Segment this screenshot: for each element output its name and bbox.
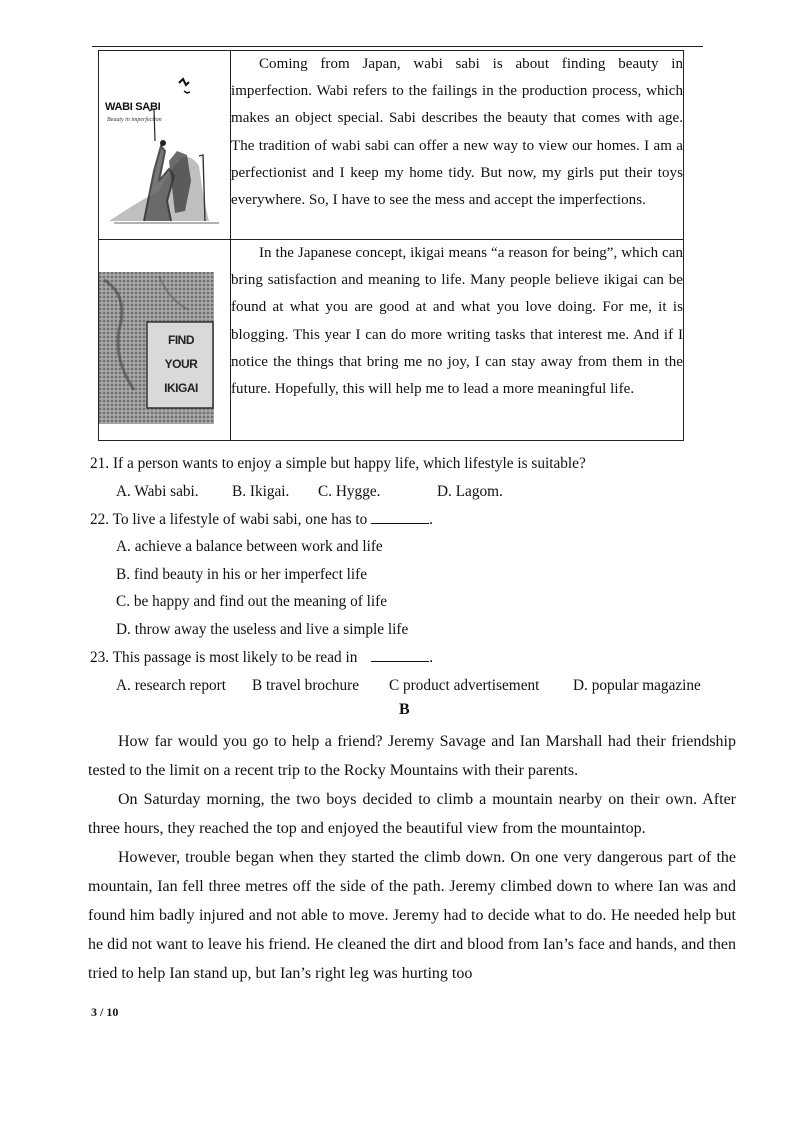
question-21-option-c: C. Hygge.	[318, 483, 381, 500]
ikigai-sign-line-2: YOUR	[164, 357, 198, 371]
wabi-sabi-text-cell	[231, 51, 684, 240]
section-b-heading: B	[399, 701, 410, 718]
passage-row-ikigai	[99, 240, 684, 441]
ikigai-paragraph: In the Japanese concept, ikigai means “a reason for being”, which can bring satisfaction and meaning to life. Many people believe ikigai can be found at what you are good at and what you love doing. For me, it is blogging. This year I can do more writing tasks that interest me. And if I notice the things that bring me no joy, I can stay away from them in the future. Hopefully, this will help me to lead a more meaningful life.	[231, 245, 683, 398]
question-23-option-d: D. popular magazine	[573, 677, 701, 694]
ikigai-illustration	[99, 240, 230, 440]
question-21-option-b: B. Ikigai.	[232, 483, 290, 500]
passage-row-wabi-sabi	[99, 51, 684, 240]
ikigai-text-cell	[231, 240, 684, 441]
section-b-paragraph-2: On Saturday morning, the two boys decided to climb a mountain nearby on their own. After three hours, they reached the top and enjoyed the beautiful view from the mountaintop.	[88, 791, 736, 837]
section-b-paragraph-1: How far would you go to help a friend? Jeremy Savage and Ian Marshall had their friendship tested to the limit on a recent trip to the Rocky Mountains with their parents.	[88, 733, 736, 779]
wabi-sabi-drawing	[99, 51, 230, 239]
question-22-option-b: B. find beauty in his or her imperfect life	[116, 566, 368, 583]
question-23-stem-text: 23. This passage is most likely to be read in	[90, 649, 358, 666]
wabi-sabi-image-caption: WABI SABI	[105, 101, 161, 113]
page-number: 3 / 10	[91, 1005, 119, 1019]
question-23-option-a: A. research report	[116, 677, 226, 694]
ikigai-sign-line-1: FIND	[168, 333, 194, 347]
question-23-option-b: B travel brochure	[252, 677, 360, 694]
section-b-paragraph-3: However, trouble began when they started the climb down. On one very dangerous part of the mountain, Ian fell three metres off the side of the path. Jeremy climbed down to where Ian was and found him badly injured and not able to move. Jeremy had to decide what to do. He needed help but he did not want to leave his friend. He cleaned the dirt and blood from Ian’s face and hands, and then tried to help Ian stand up, but Ian’s right leg was hurting too	[88, 849, 736, 982]
top-rule	[92, 46, 703, 47]
question-21-stem: 21. If a person wants to enjoy a simple but happy life, which lifestyle is suitable?	[90, 455, 586, 472]
ikigai-sign-line-3: IKIGAI	[164, 381, 198, 395]
question-23-option-c: C product advertisement	[389, 677, 540, 694]
question-22-option-d: D. throw away the useless and live a simple life	[116, 621, 409, 638]
question-22-option-a: A. achieve a balance between work and life	[116, 538, 383, 555]
wabi-sabi-image-cell	[99, 51, 231, 240]
question-21-option-a: A. Wabi sabi.	[116, 483, 199, 500]
wabi-sabi-illustration	[99, 51, 230, 239]
wabi-sabi-paragraph: Coming from Japan, wabi sabi is about finding beauty in imperfection. Wabi refers to the failings in the production process, which makes an object special. Sabi describes the beauty that comes with age. The tradition of wabi sabi can offer a new way to view our homes. I am a perfectionist and I keep my home tidy. But now, my girls put their toys everywhere. So, I have to see the mess and accept the imperfections.	[231, 56, 683, 209]
passages-table	[98, 50, 684, 441]
question-21-option-d: D. Lagom.	[437, 483, 503, 500]
question-22-blank	[371, 511, 429, 524]
question-22-option-c: C. be happy and find out the meaning of life	[116, 593, 388, 610]
wabi-sabi-image-subcaption: Beauty in imperfection	[107, 117, 162, 123]
ikigai-image-cell	[99, 240, 231, 441]
ikigai-sign	[151, 328, 211, 400]
question-22-stem	[90, 511, 433, 529]
question-22-stem-text: 22. To live a lifestyle of wabi sabi, one has to	[90, 511, 368, 528]
question-23-stem-end: .	[429, 649, 434, 666]
question-23-blank	[371, 649, 429, 662]
question-23-stem	[90, 649, 433, 667]
question-22-stem-end: .	[429, 511, 433, 528]
